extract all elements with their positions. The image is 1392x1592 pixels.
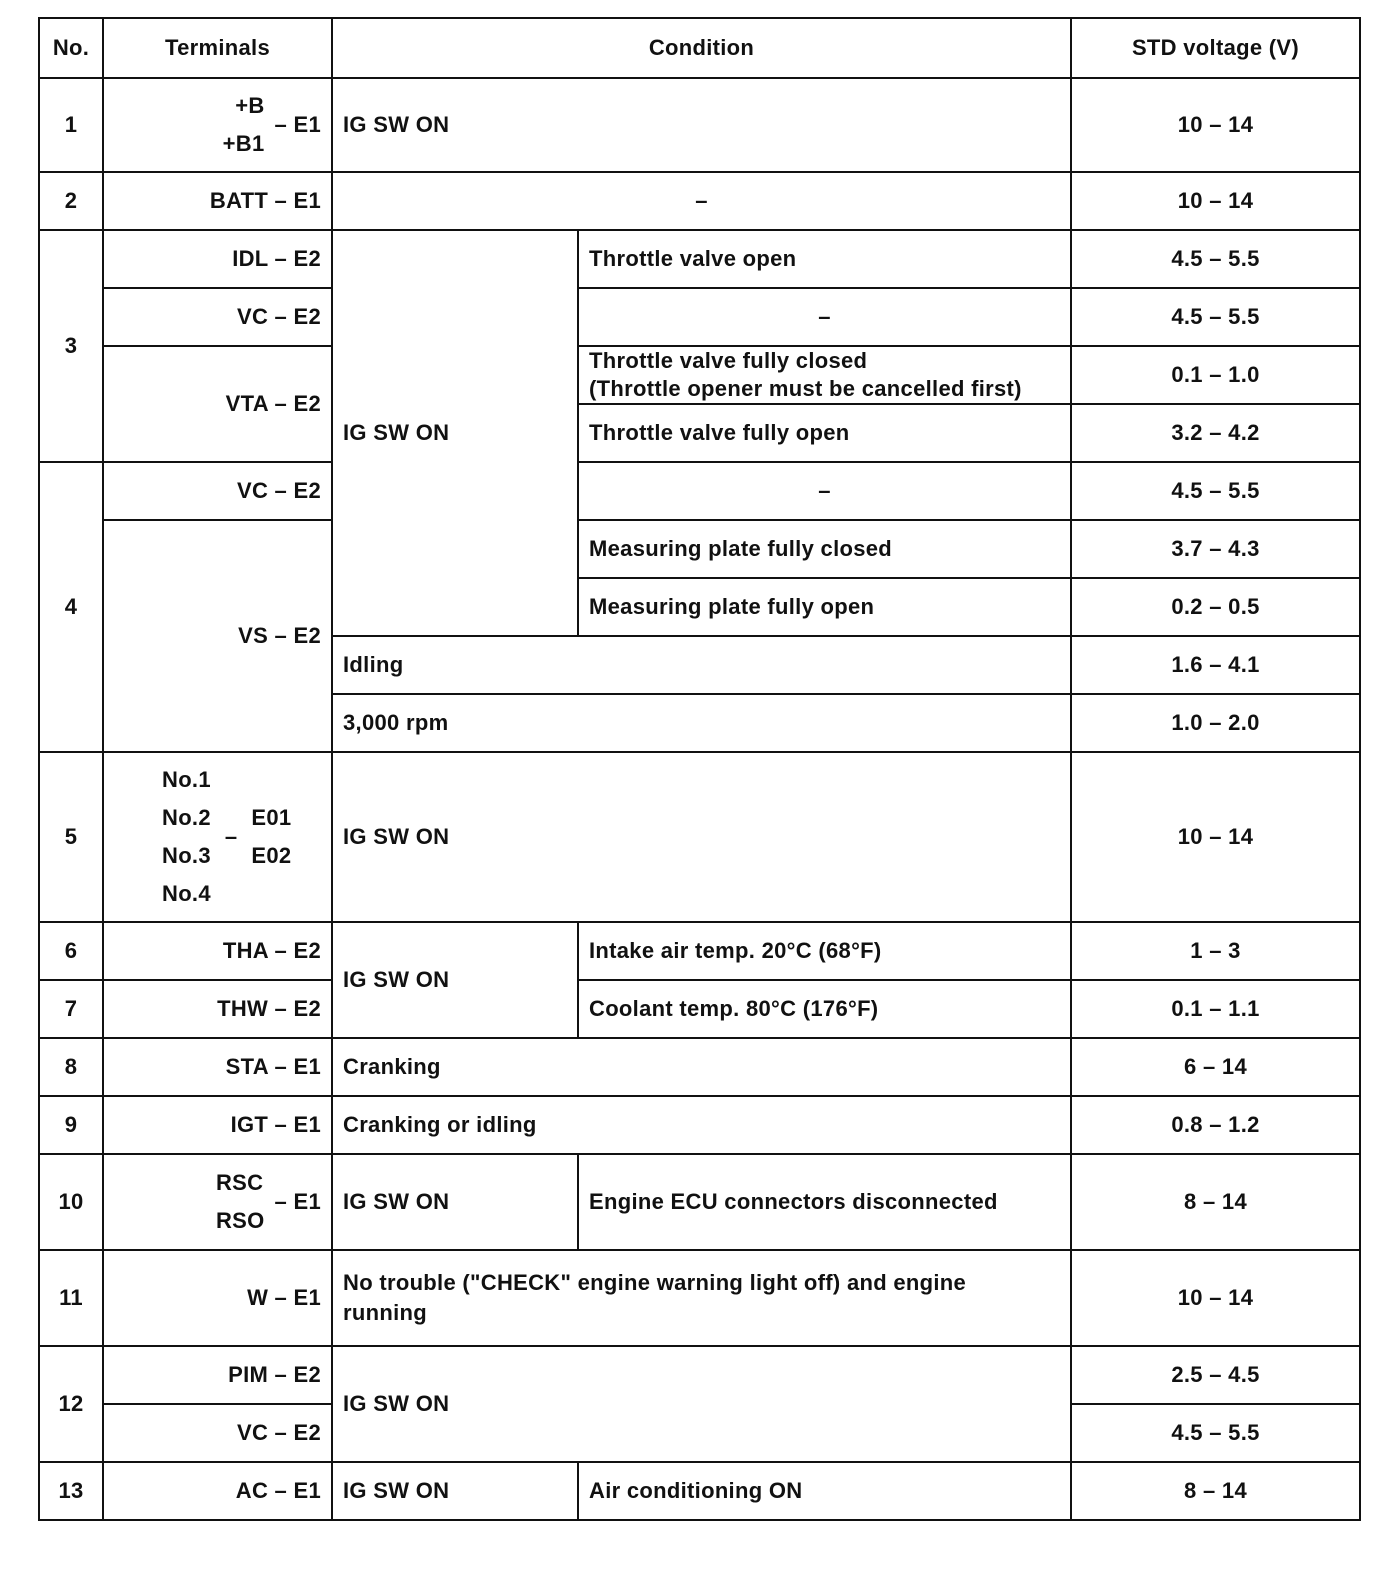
voltage-cell: 10 – 14 bbox=[1071, 78, 1360, 172]
header-terminals: Terminals bbox=[103, 18, 332, 78]
table-row bbox=[39, 980, 1360, 1038]
terminal-b: +B bbox=[235, 93, 265, 118]
table-row bbox=[39, 1462, 1360, 1520]
row-number: 11 bbox=[39, 1250, 103, 1346]
terminal-cell: VTA – E2 bbox=[103, 346, 332, 462]
row-number: 5 bbox=[39, 752, 103, 922]
sub-condition-line: Throttle valve fully closed bbox=[589, 348, 868, 373]
voltage-cell: 1.0 – 2.0 bbox=[1071, 694, 1360, 752]
sub-condition-cell: – bbox=[578, 288, 1071, 346]
terminal-cell: VC – E2 bbox=[103, 1404, 332, 1462]
header-row bbox=[39, 18, 1360, 78]
terminal-cell: THA – E2 bbox=[103, 922, 332, 980]
sub-condition-cell: Measuring plate fully open bbox=[578, 578, 1071, 636]
row-number: 3 bbox=[39, 230, 103, 462]
sub-condition-cell: Throttle valve fully open bbox=[578, 404, 1071, 462]
sub-condition-cell: Coolant temp. 80°C (176°F) bbox=[578, 980, 1071, 1038]
terminal-no2: No.2 bbox=[162, 805, 211, 830]
terminal-cell bbox=[103, 1154, 332, 1250]
terminal-b1: +B1 bbox=[222, 131, 265, 156]
row-number: 12 bbox=[39, 1346, 103, 1462]
terminal-e01: E01 bbox=[251, 805, 292, 830]
voltage-cell: 10 – 14 bbox=[1071, 172, 1360, 230]
terminal-cell: PIM – E2 bbox=[103, 1346, 332, 1404]
voltage-cell: 4.5 – 5.5 bbox=[1071, 462, 1360, 520]
table-row bbox=[39, 752, 1360, 922]
condition-cell: Idling bbox=[332, 636, 1071, 694]
sub-condition-line: (Throttle opener must be cancelled first) bbox=[589, 376, 1022, 401]
sub-condition-cell: Air conditioning ON bbox=[578, 1462, 1071, 1520]
header-no: No. bbox=[39, 18, 103, 78]
voltage-cell: 3.7 – 4.3 bbox=[1071, 520, 1360, 578]
table-row bbox=[39, 1346, 1360, 1404]
table-row bbox=[39, 1250, 1360, 1346]
terminal-no3: No.3 bbox=[162, 843, 211, 868]
condition-cell: Cranking bbox=[332, 1038, 1071, 1096]
terminal-cell bbox=[103, 752, 332, 922]
voltage-cell: 8 – 14 bbox=[1071, 1154, 1360, 1250]
condition-cell: IG SW ON bbox=[332, 1346, 1071, 1462]
table-row bbox=[39, 346, 1360, 404]
row-number: 2 bbox=[39, 172, 103, 230]
condition-cell: IG SW ON bbox=[332, 1462, 578, 1520]
terminal-cell: STA – E1 bbox=[103, 1038, 332, 1096]
voltage-cell: 0.1 – 1.1 bbox=[1071, 980, 1360, 1038]
table-row bbox=[39, 78, 1360, 172]
voltage-cell: 3.2 – 4.2 bbox=[1071, 404, 1360, 462]
row-number: 4 bbox=[39, 462, 103, 752]
row-number: 9 bbox=[39, 1096, 103, 1154]
terminal-cell: THW – E2 bbox=[103, 980, 332, 1038]
table-row bbox=[39, 1154, 1360, 1250]
terminal-cell: IDL – E2 bbox=[103, 230, 332, 288]
header-std-voltage: STD voltage (V) bbox=[1071, 18, 1360, 78]
condition-cell: 3,000 rpm bbox=[332, 694, 1071, 752]
voltage-cell: 2.5 – 4.5 bbox=[1071, 1346, 1360, 1404]
row-number: 8 bbox=[39, 1038, 103, 1096]
terminal-dash: – bbox=[224, 824, 238, 849]
condition-line: No trouble ("CHECK" engine warning light off) and engine bbox=[343, 1270, 967, 1295]
sub-condition-cell: Engine ECU connectors disconnected bbox=[578, 1154, 1071, 1250]
row-number: 13 bbox=[39, 1462, 103, 1520]
terminal-no4: No.4 bbox=[162, 881, 211, 906]
terminal-cell: IGT – E1 bbox=[103, 1096, 332, 1154]
voltage-spec-table bbox=[38, 17, 1361, 1521]
terminal-cell: VS – E2 bbox=[103, 520, 332, 752]
terminal-e02: E02 bbox=[251, 843, 292, 868]
condition-cell: – bbox=[332, 172, 1071, 230]
table-row bbox=[39, 1096, 1360, 1154]
voltage-cell: 8 – 14 bbox=[1071, 1462, 1360, 1520]
row-number: 6 bbox=[39, 922, 103, 980]
voltage-cell: 4.5 – 5.5 bbox=[1071, 230, 1360, 288]
terminal-ground: – E1 bbox=[274, 1189, 321, 1214]
condition-cell bbox=[332, 1250, 1071, 1346]
condition-cell: IG SW ON bbox=[332, 752, 1071, 922]
condition-cell-ig-sw-on: IG SW ON bbox=[332, 230, 578, 636]
sub-condition-cell: Throttle valve open bbox=[578, 230, 1071, 288]
condition-cell: Cranking or idling bbox=[332, 1096, 1071, 1154]
header-condition: Condition bbox=[332, 18, 1071, 78]
voltage-cell: 0.1 – 1.0 bbox=[1071, 346, 1360, 404]
terminal-cell: AC – E1 bbox=[103, 1462, 332, 1520]
row-number: 7 bbox=[39, 980, 103, 1038]
row-number: 10 bbox=[39, 1154, 103, 1250]
terminal-no1: No.1 bbox=[162, 767, 211, 792]
voltage-cell: 6 – 14 bbox=[1071, 1038, 1360, 1096]
sub-condition-cell bbox=[578, 346, 1071, 404]
condition-line: running bbox=[343, 1300, 427, 1325]
terminal-rso: RSO bbox=[215, 1208, 265, 1233]
terminal-cell: W – E1 bbox=[103, 1250, 332, 1346]
voltage-cell: 4.5 – 5.5 bbox=[1071, 1404, 1360, 1462]
sub-condition-cell: – bbox=[578, 462, 1071, 520]
table-row bbox=[39, 462, 1360, 520]
voltage-cell: 0.2 – 0.5 bbox=[1071, 578, 1360, 636]
condition-cell: IG SW ON bbox=[332, 78, 1071, 172]
voltage-cell: 10 – 14 bbox=[1071, 1250, 1360, 1346]
row-number: 1 bbox=[39, 78, 103, 172]
table-row bbox=[39, 230, 1360, 288]
condition-cell: IG SW ON bbox=[332, 1154, 578, 1250]
terminal-cell: VC – E2 bbox=[103, 462, 332, 520]
table-row bbox=[39, 1038, 1360, 1096]
condition-cell: IG SW ON bbox=[332, 922, 578, 1038]
table-row bbox=[39, 172, 1360, 230]
table-row bbox=[39, 520, 1360, 578]
voltage-cell: 0.8 – 1.2 bbox=[1071, 1096, 1360, 1154]
voltage-cell: 4.5 – 5.5 bbox=[1071, 288, 1360, 346]
terminal-cell: BATT – E1 bbox=[103, 172, 332, 230]
terminal-cell bbox=[103, 78, 332, 172]
sub-condition-cell: Measuring plate fully closed bbox=[578, 520, 1071, 578]
voltage-cell: 10 – 14 bbox=[1071, 752, 1360, 922]
sub-condition-cell: Intake air temp. 20°C (68°F) bbox=[578, 922, 1071, 980]
voltage-cell: 1.6 – 4.1 bbox=[1071, 636, 1360, 694]
terminal-rsc: RSC bbox=[215, 1170, 264, 1195]
table-row bbox=[39, 288, 1360, 346]
table-row bbox=[39, 922, 1360, 980]
voltage-cell: 1 – 3 bbox=[1071, 922, 1360, 980]
terminal-cell: VC – E2 bbox=[103, 288, 332, 346]
terminal-ground: – E1 bbox=[274, 112, 321, 137]
